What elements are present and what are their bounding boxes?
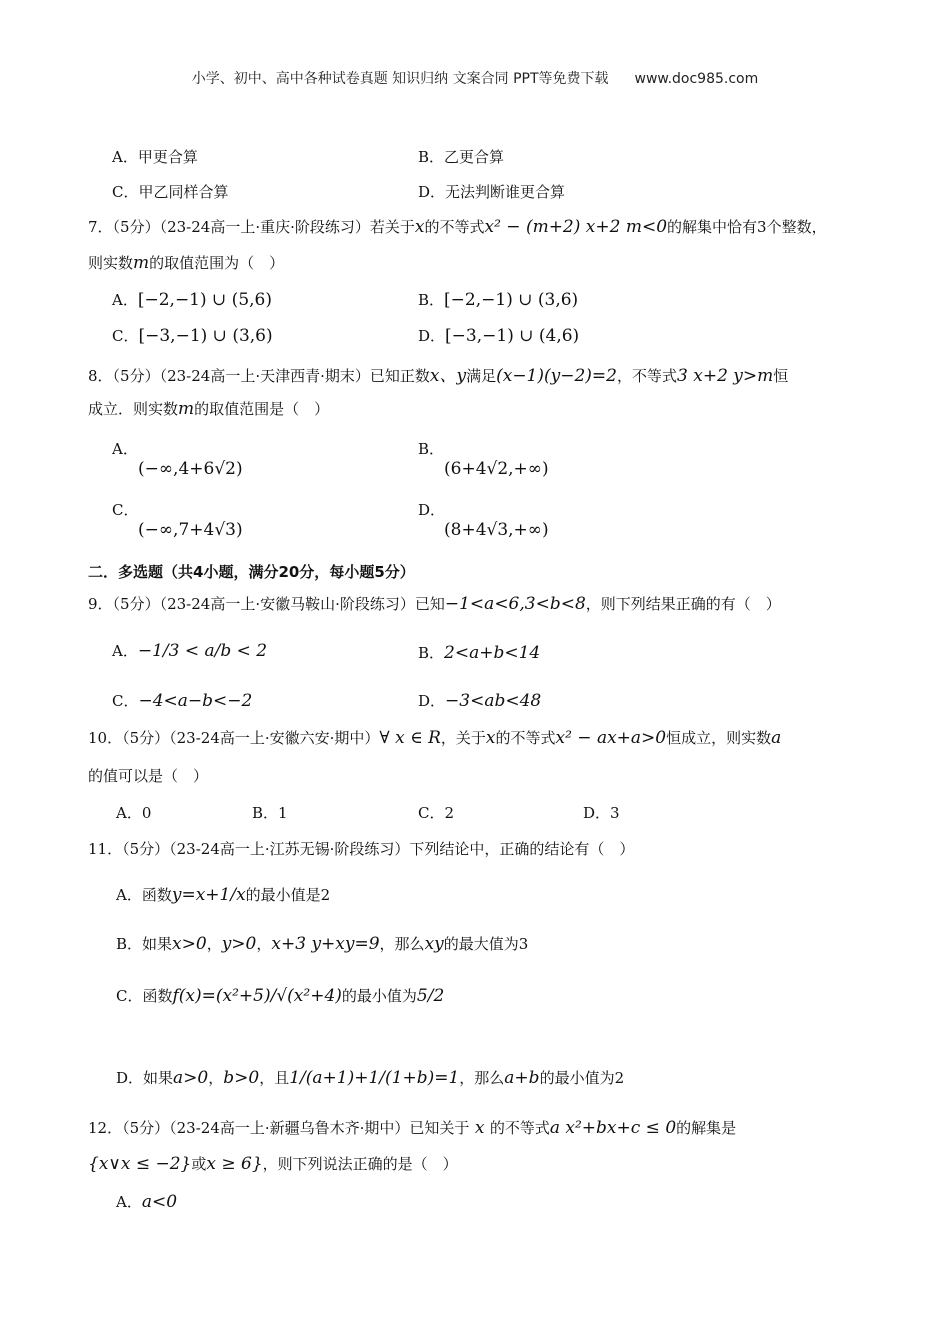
section-2-title: 二．多选题（共4小题，满分20分，每小题5分） bbox=[88, 563, 415, 581]
q6-option-b: B．乙更合算 bbox=[418, 148, 505, 166]
q8-option-d: D． (8+4√3,+∞) bbox=[418, 501, 549, 540]
q12-stem: 12．（5分）（23-24高一上·新疆乌鲁木齐·期中）已知关于 x 的不等式a x²+bx+c ≤ 0的解集是 bbox=[88, 1118, 737, 1138]
q11-option-c: C．函数f(x)=(x²+5)/√(x²+4)的最小值为5/2 bbox=[116, 986, 445, 1006]
q11-option-b: B．如果x>0，y>0，x+3 y+xy=9，那么xy的最大值为3 bbox=[116, 934, 529, 954]
q8-option-b: B． (6+4√2,+∞) bbox=[418, 440, 549, 479]
q7-line2a: 则实数 bbox=[88, 254, 134, 272]
q8-inequality: 3 x+2 y>m bbox=[677, 366, 774, 386]
q10-inequality: x² − ax+a>0 bbox=[555, 728, 667, 748]
q7-var-m: m bbox=[133, 253, 150, 273]
q9-option-c: C．−4<a−b<−2 bbox=[112, 691, 253, 711]
q10-stem: 10．（5分）（23-24高一上·安徽六安·期中）∀ x ∈ R，关于x的不等式x² − ax+a>0恒成立，则实数a bbox=[88, 728, 782, 748]
q7-inequality: x² − (m+2) x+2 m<0 bbox=[484, 217, 668, 237]
q10-forall: ∀ x ∈ R bbox=[379, 728, 441, 748]
q9-option-b: B．2<a+b<14 bbox=[418, 643, 541, 663]
q12-stem-line2: {x∨x ≤ −2}或x ≥ 6}，则下列说法正确的是（ ） bbox=[88, 1154, 458, 1174]
q9-condition: −1<a<6,3<b<8 bbox=[444, 594, 586, 614]
q7-option-c: C．[−3,−1) ∪ (3,6) bbox=[112, 326, 273, 346]
header-text: 小学、初中、高中各种试卷真题 知识归纳 文案合同 PPT等免费下载 bbox=[191, 71, 609, 87]
q8-vars: x、y bbox=[429, 366, 467, 386]
q7-option-b: B．[−2,−1) ∪ (3,6) bbox=[418, 290, 579, 310]
q7-line2b: 的取值范围为（ ） bbox=[149, 254, 285, 272]
q6-option-c: C．甲乙同样合算 bbox=[112, 183, 229, 201]
q11-option-a: A．函数y=x+1/x的最小值是2 bbox=[116, 885, 331, 905]
q7-option-a: A．[−2,−1) ∪ (5,6) bbox=[112, 290, 272, 310]
q10-stem-line2: 的值可以是（ ） bbox=[88, 767, 209, 785]
q7-stem-line2 bbox=[88, 252, 284, 273]
q8-var-m: m bbox=[178, 399, 195, 419]
header-url[interactable]: www.doc985.com bbox=[634, 71, 759, 87]
q7-stem bbox=[88, 216, 827, 237]
q9-option-a: A．−1/3 < a/b < 2 bbox=[112, 641, 268, 661]
q7-mid2: 的解集中恰有3个整数， bbox=[667, 218, 827, 236]
q10-option-a: A．0 bbox=[116, 804, 152, 822]
q10-option-c: C．2 bbox=[418, 804, 455, 822]
q10-option-b: B．1 bbox=[252, 804, 288, 822]
q8-option-c: C． (−∞,7+4√3) bbox=[112, 501, 243, 540]
q6-option-d: D．无法判断谁更合算 bbox=[418, 183, 566, 201]
q7-option-d: D．[−3,−1) ∪ (4,6) bbox=[418, 326, 580, 346]
q11-stem: 11．（5分）（23-24高一上·江苏无锡·阶段练习）下列结论中，正确的结论有（ ） bbox=[88, 840, 635, 858]
q8-option-a: A． (−∞,4+6√2) bbox=[112, 440, 243, 479]
q10-option-d: D．3 bbox=[583, 804, 620, 822]
q7-prefix: 7．（5分）（23-24高一上·重庆·阶段练习）若关于 bbox=[88, 218, 415, 236]
q7-mid1: 的不等式 bbox=[424, 218, 485, 236]
page-header bbox=[0, 68, 950, 88]
q7-var-x: x bbox=[414, 217, 425, 237]
q8-stem-line2: 成立．则实数m的取值范围是（ ） bbox=[88, 399, 330, 419]
q9-stem: 9．（5分）（23-24高一上·安徽马鞍山·阶段练习）已知−1<a<6,3<b<8，则下列结果正确的有（ ） bbox=[88, 594, 781, 614]
q12-inequality: a x²+bx+c ≤ 0 bbox=[549, 1118, 677, 1138]
q8-stem: 8．（5分）（23-24高一上·天津西青·期末）已知正数x、y满足(x−1)(y−2)=2，不等式3 x+2 y>m恒 bbox=[88, 366, 789, 386]
q9-option-d: D．−3<ab<48 bbox=[418, 691, 542, 711]
q11-option-d: D．如果a>0，b>0，且1/(a+1)+1/(1+b)=1，那么a+b的最小值为2 bbox=[116, 1068, 625, 1088]
q12-option-a: A．a<0 bbox=[116, 1192, 178, 1212]
q8-condition: (x−1)(y−2)=2 bbox=[496, 366, 617, 386]
q6-option-a: A．甲更合算 bbox=[112, 148, 198, 166]
